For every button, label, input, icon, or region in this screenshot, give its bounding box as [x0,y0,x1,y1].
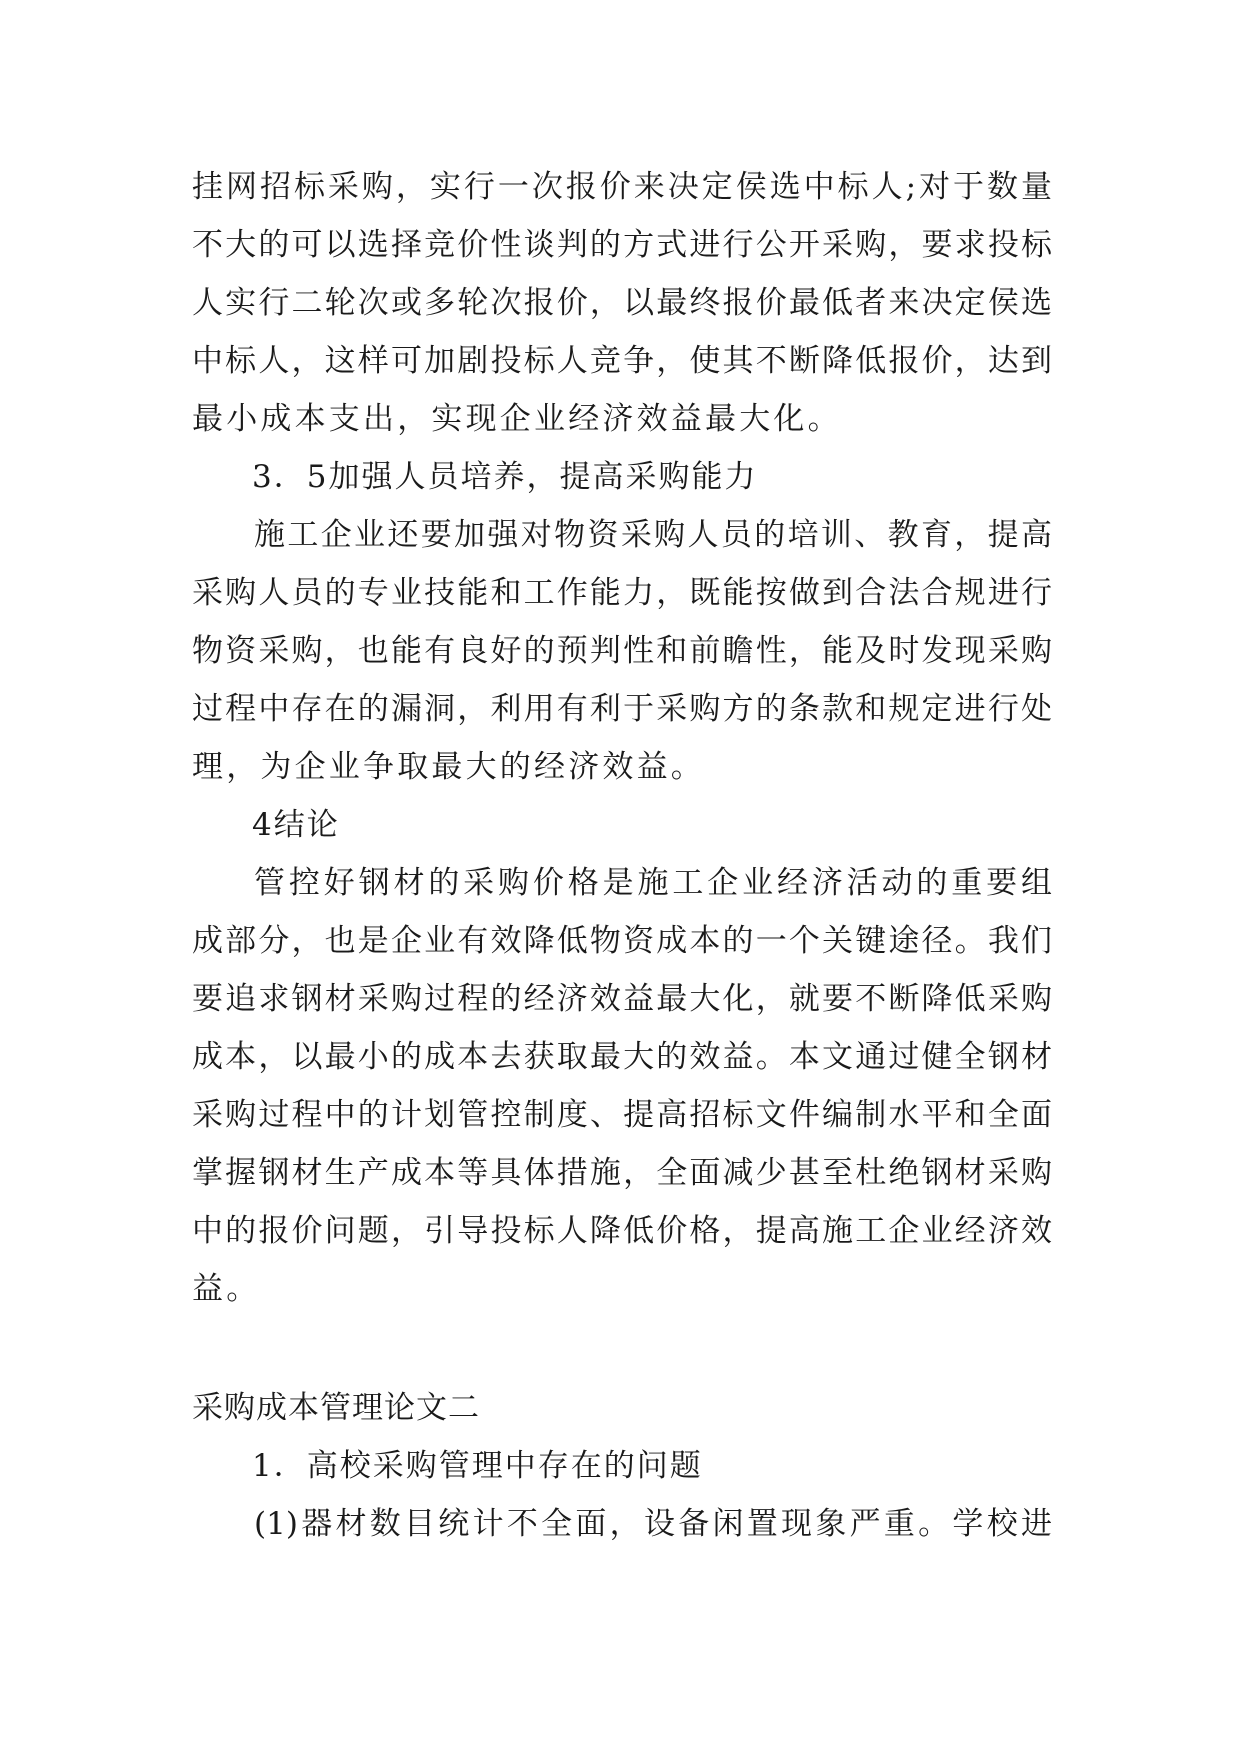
text-line: (1)器材数目统计不全面，设备闲置现象严重。学校进 [254,1506,1052,1542]
paragraph [192,506,1052,796]
spacer [192,1318,1052,1379]
paragraph [192,158,1052,448]
text-line: 成本，以最小的成本去获取最大的效益。本文通过健全钢材 [192,1039,1052,1075]
text-line: 益。 [192,1271,261,1307]
text-line: 中的报价问题，引导投标人降低价格，提高施工企业经济效 [192,1213,1052,1249]
text-line: 采购人员的专业技能和工作能力，既能按做到合法合规进行 [192,575,1052,611]
section-heading: 1．高校采购管理中存在的问题 [252,1448,703,1484]
paragraph [192,854,1052,1318]
text-line: 管控好钢材的采购价格是施工企业经济活动的重要组 [254,865,1052,901]
text-line: 最小成本支出，实现企业经济效益最大化。 [192,401,842,437]
text-line: 中标人，这样可加剧投标人竞争，使其不断降低报价，达到 [192,343,1052,379]
text-line: 成部分，也是企业有效降低物资成本的一个关键途径。我们 [192,923,1052,959]
paragraph [192,1495,1052,1553]
text-line: 施工企业还要加强对物资采购人员的培训、教育，提高 [254,517,1052,553]
text-line: 掌握钢材生产成本等具体措施，全面减少甚至杜绝钢材采购 [192,1155,1052,1191]
text-line: 人实行二轮次或多轮次报价，以最终报价最低者来决定侯选 [192,285,1052,321]
text-line: 挂网招标采购，实行一次报价来决定侯选中标人;对于数量 [192,169,1052,205]
text-line: 要追求钢材采购过程的经济效益最大化，就要不断降低采购 [192,981,1052,1017]
section-heading: 4结论 [252,807,340,843]
text-line: 不大的可以选择竞价性谈判的方式进行公开采购，要求投标 [192,227,1052,263]
text-line: 物资采购，也能有良好的预判性和前瞻性，能及时发现采购 [192,633,1052,669]
document-page [192,158,1052,1553]
article-title: 采购成本管理论文二 [192,1390,480,1426]
text-line: 过程中存在的漏洞，利用有利于采购方的条款和规定进行处 [192,691,1052,727]
text-line: 理，为企业争取最大的经济效益。 [192,749,705,785]
text-line: 采购过程中的计划管控制度、提高招标文件编制水平和全面 [192,1097,1052,1133]
section-heading: 3．5加强人员培养，提高采购能力 [252,459,758,495]
